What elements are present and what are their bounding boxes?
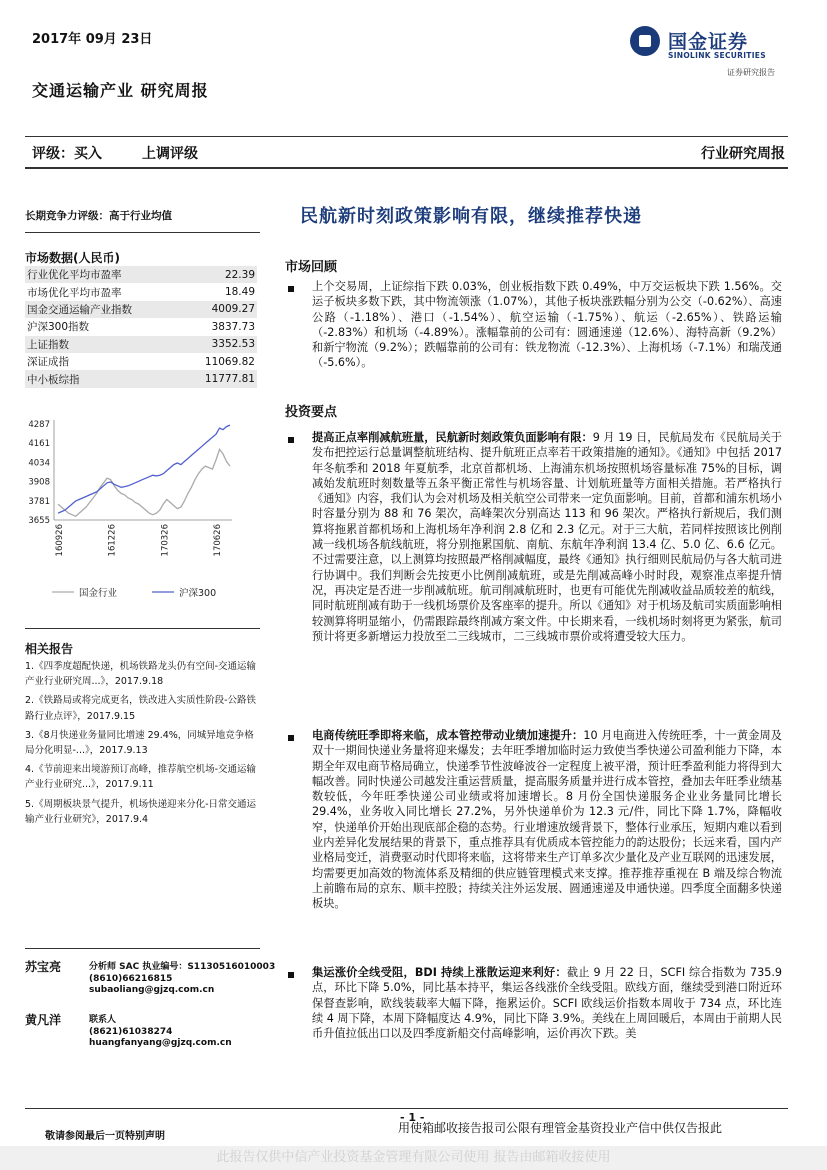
investment-point-1 [312, 430, 782, 644]
point-heading: 提高正点率削减航班量，民航新时刻政策负面影响有限： [312, 431, 593, 444]
list-item[interactable]: 2.《铁路局或将完成更名，铁改进入实质性阶段-公路铁路行业点评》，2017.9.15 [25, 695, 256, 722]
row-value: 3837.73 [211, 320, 255, 333]
related-report-text: 3.《8月快递业务量同比增速 29.4%，同城异地竞争格局分化明显-...》 [25, 729, 254, 757]
logo-subtitle: 证券研究报告 [727, 68, 775, 77]
point-heading: 集运涨价全线受阻，BDI 持续上涨散运迎来利好： [312, 966, 567, 979]
related-report-date: 2017.9.15 [86, 710, 136, 722]
watermark: 此报告仅供中信产业投资基金管理有限公司使用 报告由邮箱收接使用 [0, 1146, 827, 1170]
contact-email[interactable]: huangfanyang@gjzq.com.cn [89, 1038, 232, 1048]
x-tick-label: 170626 [213, 524, 223, 557]
contact-info [89, 1015, 289, 1050]
sinolink-logo-icon [630, 26, 660, 56]
x-tick-label: 160926 [55, 524, 65, 557]
row-label: 中小板综指 [25, 370, 180, 387]
related-report-text: 5.《周期板块景气提升，机场快递迎来分化-日常交通运输产业行业研究》 [25, 798, 256, 825]
table-row [25, 283, 257, 300]
row-label: 市场优化平均市盈率 [27, 286, 122, 299]
left-divider [25, 232, 260, 233]
list-item[interactable]: 5.《周期板块景气提升，机场快递迎来分化-日常交通运输产业行业研究》，2017.9.4 [25, 798, 256, 825]
y-tick-label: 4161 [28, 439, 50, 450]
analyst-email[interactable]: subaoliang@gjzq.com.cn [89, 985, 215, 995]
contact-name: 黄凡洋 [25, 1013, 62, 1027]
y-tick-label: 4034 [28, 458, 50, 469]
market-data-title: 市场数据(人民币) [25, 251, 120, 265]
x-tick-label: 161226 [107, 524, 118, 557]
list-item[interactable]: 4.《节前迎来出境游预订高峰，推荐航空机场-交通运输产业行业研究...》，2017.9.11 [25, 764, 256, 791]
x-tick-label: 170326 [160, 524, 171, 557]
point-body: 10 月电商进入传统旺季，十一黄金周及双十一期间快递业务量将迎来爆发；去年旺季增加临时运力致使当季快递公司盈利能力下降，本期全年双电商节格局确立，快递季节性波峰波谷一定程度上被平滑，预计旺季盈利能力将得到大幅改善。同时快递公司越发注重运营质量，提高服务质量并进行成本管控，叠加去年旺季业绩基数较低，今年旺季快递公司业绩或将加速增长。8 月份全国快递服务企业业务量同比增长 29.4%，业务收入同比增长 27.2%，另外快递单价为 12.3 元/件，同比下降 1.7%，降幅收窄，快递单价开始出现底部企稳的态势。行业增速放缓背景下，整体行业承压，短期内难以看到业内差异化发展结果的背景下，重点推荐具有优质成本管控能力的韵达股份；长远来看，国内产业格局变迁，消费驱动时代即将来临，这将带来生产订单多次少量化及产业互联网的迅速发展，均需要更加高效的物流体系及精细的供应链管理模式来支撑。推荐推荐重视在 B 端及综合物流上前瞻布局的京东、顺丰控股；持续关注外运发展、圆通速递及申通快递。四季度全面翻多快递板块。 [312, 729, 782, 911]
table-row [25, 266, 257, 283]
industry-title: 交通运输产业 研究周报 [32, 81, 209, 100]
row-value: 22.39 [180, 266, 257, 283]
related-reports-list [25, 659, 260, 831]
logo-english: SINOLINK SECURITIES [668, 51, 766, 60]
point-body: 截止 9 月 22 日，SCFI 综合指数为 735.9 点，环比下降 5.0%，同比基本持平，集运各线涨价全线受阻。欧线方面，继续受到港口附近环保督查影响，欧线装载率大幅下降，拖累运价。SCFI 欧线运价指数本周收于 734 点，环比连续 4 周下降，本周下降幅度达 4.9%，同比下降 3.9%。美线在上周回暖后，本周由于前期人民币升值拉低出口以及四季度新船交付高峰影响，运价再次下跌。美 [312, 966, 782, 1041]
list-item[interactable]: 1.《四季度超配快递，机场铁路龙头仍有空间-交通运输产业行业研究周...》，2017.9.18 [25, 661, 256, 688]
market-review-paragraph: 上个交易周，上证综指下跌 0.03%，创业板指数下跌 0.49%，中万交运板块下跌 1.56%。交运子板块多数下跌，其中物流领涨（1.07%），其他子板块涨跌幅分别为公交（-0.62%）、高速公路（-1.18%）、港口（-1.54%）、航空运输（-1.75%）、航运（-2.65%）、铁路运输（-2.83%）和机场（-4.89%）。涨幅靠前的公司有：圆通速递（12.6%）、海特高新（9.2%）和新宁物流（9.2%）；跌幅靠前的公司有：铁龙物流（-12.3%）、上海机场（-7.1%）和瑞茂通（-5.6%）。 [312, 280, 782, 370]
row-value: 4009.27 [180, 301, 257, 318]
investment-point-3 [312, 965, 782, 1041]
page-number: - 1 - [400, 1111, 425, 1124]
report-date: 2017年 09月 23日 [32, 32, 153, 47]
row-value: 18.49 [224, 286, 255, 299]
header-divider-bottom [25, 167, 788, 169]
related-reports-title: 相关报告 [25, 642, 74, 656]
investment-point-2 [312, 728, 782, 912]
header-divider-top [25, 136, 788, 137]
contact-role: 联系人 [89, 1015, 117, 1025]
legend-label: 国金行业 [79, 588, 118, 599]
contact-phone: (8621)61038274 [89, 1026, 173, 1037]
y-tick-label: 3655 [28, 516, 50, 526]
analyst-name: 苏宝亮 [25, 960, 62, 974]
list-item[interactable]: 3.《8月快递业务量同比增速 29.4%，同城异地竞争格局分化明显-...》，2017.9.13 [25, 729, 254, 757]
series-line-1 [58, 425, 230, 513]
analyst-info [89, 962, 289, 997]
y-tick-label: 3781 [28, 496, 50, 507]
row-label: 上证指数 [25, 336, 180, 353]
y-tick-label: 4287 [28, 420, 50, 430]
row-value: 3352.53 [180, 336, 257, 353]
y-tick-label: 3908 [28, 477, 50, 488]
index-chart [22, 410, 262, 610]
rating-row [32, 143, 238, 163]
analyst-phone: (8610)66216815 [89, 973, 173, 984]
chart-divider [25, 628, 260, 629]
analyst-block [25, 962, 285, 1002]
row-label: 行业优化平均市盈率 [25, 266, 180, 283]
row-label: 深证成指 [27, 356, 69, 369]
disclaimer-notice[interactable]: 敬请参阅最后一页特别声明 [45, 1131, 165, 1142]
contact-block [25, 1015, 285, 1055]
market-review-heading: 市场回顾 [285, 260, 338, 275]
table-row [25, 301, 257, 318]
point-body: 9 月 19 日，民航局发布《民航局关于发布把控运行总量调整航班结构、提升航班正点率若干政策措施的通知》。《通知》中包括 2017 年冬航季和 2018 年夏航季，北京首都机场、上海浦东机场按照机场容量标准 75%的目标，调减始发航班时刻数量等五条平衡正常性与机场容量、计划航班量等方面相关措施。若严格执行《通知》内容，我们认为会对机场及相关航空公司带来一定负面影响。目前，首都和浦东机场小时容量分别为 88 和 76 架次，高峰架次分别高达 113 和 96 架次。严格执行新规后，我们测算将拖累首都机场和上海机场年净利润 2.8 亿和 2.3 亿元。对于三大航，若同样按照该比例削减一线机场各航线航班，将分别拖累国航、南航、东航年净利润 13.4 亿、5.0 亿、6.6 亿元。不过需要注意，以上测算均按照最严格削减幅度，最终《通知》执行细则民航局仍与各大航司进行协调中。我们判断会先按更小比例削减航班，或是先削减高峰小时时段，观察准点率提升情况，再决定是否进一步削减航班。航司削减航班时，也更有可能优先削减收益品质较差的航线，同时航班削减有助于一线机场票价及客座率的提升。所以《通知》对于机场及航司实质面影响相较测算将明显缩小，仍需跟踪最终削减方案文件。中长期来看，一线机场时刻将更为紧张，航司预计将更多新增运力投放至二三线城市，二三线城市票价或将遭受较大压力。 [312, 431, 782, 643]
related-report-date: 2017.9.4 [105, 813, 149, 825]
row-value: 11777.81 [180, 370, 257, 387]
related-report-date: 2017.9.11 [105, 779, 154, 791]
analyst-cert: 分析师 SAC 执业编号：S1130516010003 [89, 962, 276, 972]
row-value: 11069.82 [204, 355, 255, 368]
logo-text: 国金证券 [668, 31, 749, 53]
distribution-notice: 用使箱邮收接告报司公限有理管金基资投业产信中供仅告报此 [398, 1121, 723, 1135]
competitiveness-rating: 长期竞争力评级：高于行业均值 [25, 210, 172, 222]
rating-change: 上调评级 [142, 146, 198, 162]
point-heading: 电商传统旺季即将来临，成本管控带动业绩加速提升： [312, 729, 584, 742]
table-row [25, 318, 257, 335]
bullet-icon [288, 735, 294, 741]
related-report-date: 2017.9.18 [114, 676, 164, 688]
related-report-text: 1.《四季度超配快递，机场铁路龙头仍有空间-交通运输产业行业研究周...》 [25, 661, 256, 688]
bullet-icon [288, 286, 294, 292]
footer-divider [25, 1108, 788, 1109]
bullet-icon [288, 437, 294, 443]
report-type: 行业研究周报 [701, 146, 785, 162]
related-report-date: 2017.9.13 [99, 745, 148, 757]
analyst-divider [25, 948, 260, 949]
table-row [25, 353, 257, 370]
report-title: 民航新时刻政策影响有限，继续推荐快递 [300, 206, 642, 227]
investment-points-heading: 投资要点 [285, 405, 338, 420]
bullet-icon [288, 972, 294, 978]
table-row [25, 336, 257, 353]
row-label: 沪深300指数 [27, 321, 90, 334]
related-report-text: 4.《节前迎来出境游预订高峰，推荐航空机场-交通运输产业行业研究...》 [25, 764, 256, 791]
series-line-0 [58, 449, 230, 516]
market-data-table [25, 266, 257, 388]
table-row [25, 370, 257, 387]
legend-label: 沪深300 [179, 588, 217, 599]
rating-label: 评级：买入 [32, 146, 102, 162]
related-report-text: 2.《铁路局或将完成更名，铁改进入实质性阶段-公路铁路行业点评》 [25, 695, 256, 722]
row-label: 国金交通运输产业指数 [25, 301, 180, 318]
